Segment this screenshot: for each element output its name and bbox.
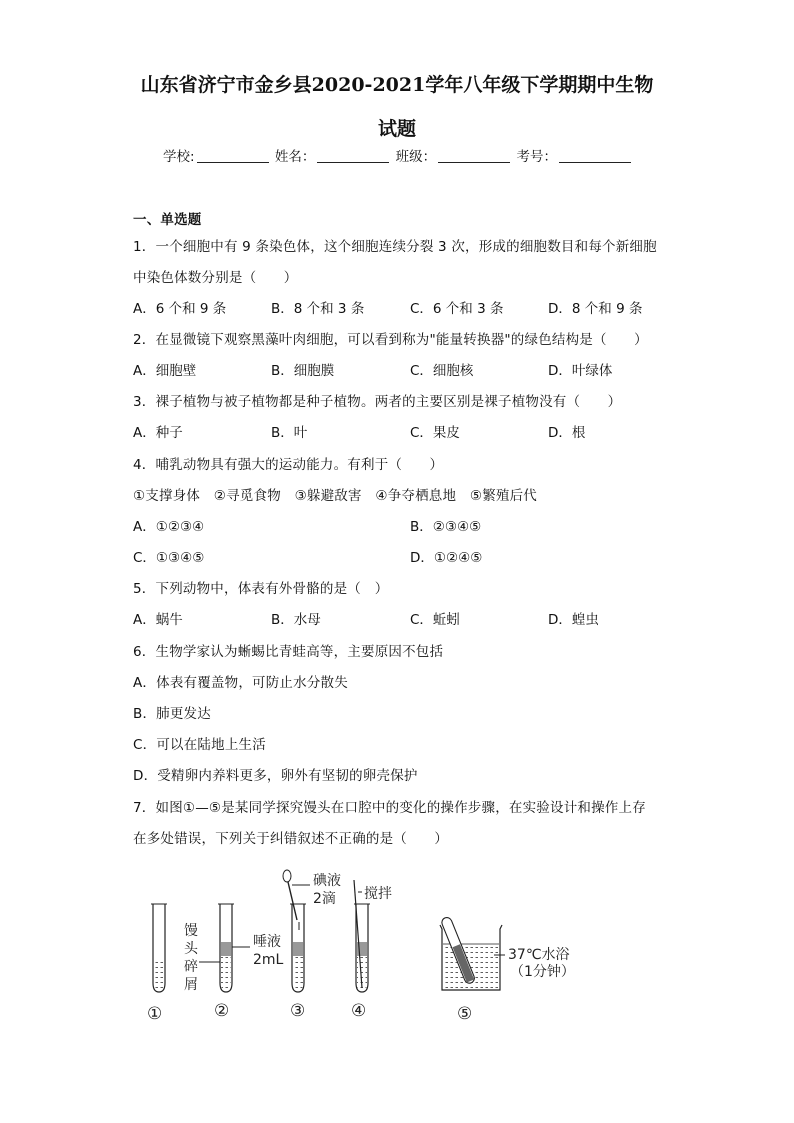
q4-choices: ①支撑身体 ②寻觅食物 ③躲避敌害 ④争夺栖息地 ⑤繁殖后代 (133, 488, 538, 504)
iodine-drops-label: 2滴 (313, 891, 336, 907)
step-numbers (147, 1001, 472, 1024)
q4-stem: 4．哺乳动物具有强大的运动能力。有利于（ ） (133, 457, 444, 473)
exam-no-blank[interactable] (559, 148, 631, 163)
q5-option-b: B．水母 (271, 612, 321, 628)
q4-option-d: D．①②④⑤ (410, 550, 483, 566)
q2-option-d: D．叶绿体 (548, 363, 613, 379)
q1-option-a: A．6 个和 9 条 (133, 301, 227, 317)
q2-option-a: A．细胞壁 (133, 363, 197, 379)
school-label: 学校: (163, 149, 195, 165)
q6-option-b: B．肺更发达 (133, 706, 211, 722)
school-blank[interactable] (197, 148, 269, 163)
saliva-label: 唾液 (253, 934, 281, 950)
q5-option-d: D．蝗虫 (548, 612, 599, 628)
dropper-icon (283, 870, 299, 930)
q4-option-c: C．①③④⑤ (133, 550, 205, 566)
q3-option-d: D．根 (548, 425, 586, 441)
step-3: ③ (290, 1001, 306, 1021)
step-1: ① (147, 1004, 163, 1024)
mantou-char-3: 碎 (184, 959, 198, 975)
q5-stem: 5．下列动物中，体表有外骨骼的是（ ） (133, 581, 389, 597)
doc-title-line1: 山东省济宁市金乡县2020-2021学年八年级下学期期中生物 (140, 74, 654, 96)
bath-time-label: （1分钟） (510, 964, 575, 980)
saliva-amount-label: 2mL (253, 952, 284, 968)
q2-stem: 2．在显微镜下观察黑藻叶肉细胞，可以看到称为"能量转换器"的绿色结构是（ ） (133, 332, 648, 348)
q1-option-d: D．8 个和 9 条 (548, 301, 643, 317)
step-4: ④ (351, 1001, 367, 1021)
stir-label: 搅拌 (364, 886, 392, 902)
q6-option-d: D．受精卵内养料更多，卵外有坚韧的卵壳保护 (133, 768, 418, 784)
q6-option-c: C．可以在陆地上生活 (133, 737, 266, 753)
q1-option-c: C．6 个和 3 条 (410, 301, 504, 317)
q5-option-a: A．蜗牛 (133, 612, 183, 628)
name-label: 姓名： (274, 149, 316, 165)
mantou-label (184, 923, 199, 993)
exam-no-label: 考号： (516, 149, 557, 165)
test-tube-2 (218, 904, 234, 992)
q1-stem-line1: 1．一个细胞中有 9 条染色体，这个细胞连续分裂 3 次，形成的细胞数目和每个新细胞 (133, 239, 657, 255)
class-label: 班级： (395, 149, 437, 165)
q4-option-a: A．①②③④ (133, 519, 205, 535)
q1-option-b: B．8 个和 3 条 (271, 301, 365, 317)
class-blank[interactable] (438, 148, 510, 163)
q7-stem-line2: 在多处错误，下列关于纠错叙述不正确的是（ ） (133, 831, 449, 847)
name-blank[interactable] (317, 148, 389, 163)
mantou-char-4: 屑 (184, 977, 198, 993)
step-5: ⑤ (457, 1004, 473, 1024)
q3-option-b: B．叶 (271, 425, 308, 441)
q2-option-b: B．细胞膜 (271, 363, 335, 379)
step-2: ② (214, 1001, 230, 1021)
q2-option-c: C．细胞核 (410, 363, 474, 379)
q6-stem: 6．生物学家认为蜥蜴比青蛙高等，主要原因不包括 (133, 644, 444, 660)
test-tube-3 (290, 904, 306, 992)
doc-title-line2: 试题 (377, 118, 416, 140)
mantou-char-2: 头 (184, 941, 198, 957)
q6-option-a: A．体表有覆盖物，可防止水分散失 (133, 675, 348, 691)
section-heading: 一、单选题 (133, 212, 202, 228)
q5-option-c: C．蚯蚓 (410, 612, 460, 628)
q3-stem: 3．裸子植物与被子植物都是种子植物。两者的主要区别是裸子植物没有（ ） (133, 394, 622, 410)
q1-stem-line2: 中染色体数分别是（ ） (133, 270, 298, 286)
q3-option-c: C．果皮 (410, 425, 460, 441)
mantou-char-1: 馒 (184, 923, 198, 939)
student-info-row (163, 145, 633, 165)
q7-stem-line1: 7．如图①—⑤是某同学探究馒头在口腔中的变化的操作步骤，在实验设计和操作上存 (133, 800, 646, 816)
test-tube-1 (151, 904, 167, 992)
beaker-water-bath (440, 916, 502, 990)
q3-option-a: A．种子 (133, 425, 183, 441)
q4-option-b: B．②③④⑤ (410, 519, 482, 535)
experiment-figure (0, 860, 794, 1040)
bath-temp-label: 37℃水浴 (508, 947, 570, 963)
iodine-label: 碘液 (313, 873, 341, 889)
